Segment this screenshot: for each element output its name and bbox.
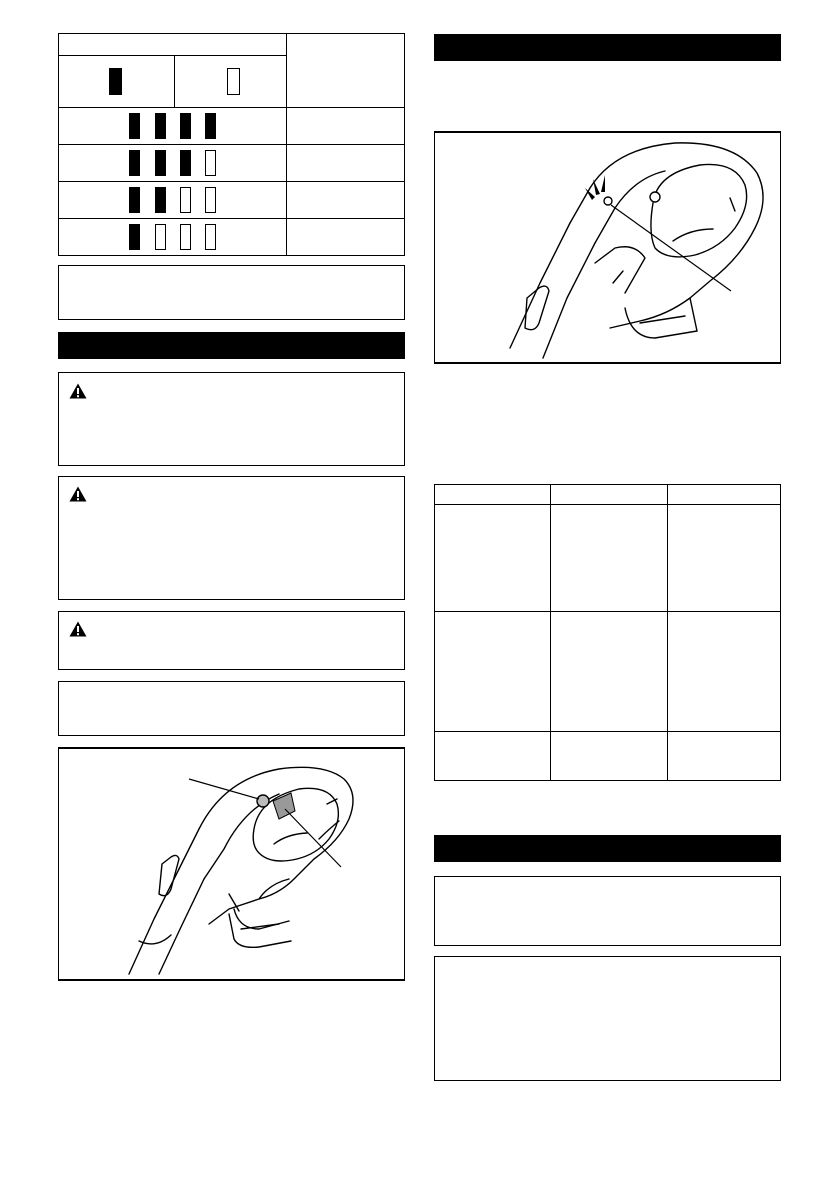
caution-box-3: [58, 611, 405, 670]
flashing-rays-icon: [585, 175, 605, 200]
table-cell: [668, 612, 781, 732]
indicator-status-table: [434, 484, 781, 780]
table-cell: [551, 732, 668, 781]
battery-row-3-label: [287, 145, 405, 182]
battery-row-2-label: [287, 182, 405, 219]
battery-segment: [205, 187, 216, 213]
figure-1-frame: [58, 747, 405, 981]
battery-segment: [155, 150, 166, 176]
table-header-cell: [435, 485, 551, 505]
legend-lit-segment: [109, 68, 122, 95]
legend-off-segment: [227, 68, 240, 95]
battery-segment: [155, 187, 166, 213]
caution-box-1: [58, 372, 405, 466]
warning-triangle-icon: [69, 621, 87, 637]
note-box-right-2: [434, 956, 781, 1081]
table-cell: [435, 732, 551, 781]
lamp-indicator-icon: [257, 795, 269, 807]
table-cell: [435, 612, 551, 732]
note-box-right-1: [434, 876, 781, 946]
caution-box-2: [58, 476, 405, 600]
table-header-remaining-cell: [287, 34, 405, 108]
battery-row-1-label: [287, 219, 405, 256]
table-header-cell: [551, 485, 668, 505]
section-heading-bar-right: [434, 34, 781, 61]
battery-row-1: [59, 219, 287, 256]
battery-segment: [129, 150, 140, 176]
battery-segment: [180, 150, 191, 176]
section-heading-bar-right-2: [434, 835, 781, 862]
battery-segment: [205, 224, 216, 250]
table-cell: [668, 732, 781, 781]
table-header-cell: [59, 34, 287, 56]
battery-segment: [129, 224, 140, 250]
legend-lighted-cell: [59, 56, 175, 108]
table-cell: [435, 505, 551, 612]
battery-segment: [180, 187, 191, 213]
battery-indicator-table: [58, 33, 405, 256]
battery-segment: [205, 150, 216, 176]
table-header-cell: [668, 485, 781, 505]
battery-segment: [129, 113, 140, 139]
warning-triangle-icon: [69, 486, 87, 502]
vacuum-lamp-illustration: [435, 133, 780, 361]
battery-segment: [205, 113, 216, 139]
vacuum-handle-illustration: [59, 749, 404, 978]
legend-off-cell: [175, 56, 287, 108]
battery-row-2: [59, 182, 287, 219]
battery-segment: [155, 224, 166, 250]
battery-segment: [129, 187, 140, 213]
note-box: [58, 265, 405, 320]
table-cell: [668, 505, 781, 612]
battery-row-4-label: [287, 108, 405, 145]
note-box-2: [58, 681, 405, 736]
table-cell: [551, 505, 668, 612]
battery-segment: [180, 224, 191, 250]
figure-2-frame: [434, 131, 781, 364]
section-heading-bar: [58, 332, 405, 359]
lamp-indicator-icon: [604, 197, 612, 205]
warning-triangle-icon: [69, 383, 87, 399]
battery-row-3: [59, 145, 287, 182]
battery-row-4: [59, 108, 287, 145]
battery-segment: [155, 113, 166, 139]
table-cell: [551, 612, 668, 732]
battery-segment: [180, 113, 191, 139]
